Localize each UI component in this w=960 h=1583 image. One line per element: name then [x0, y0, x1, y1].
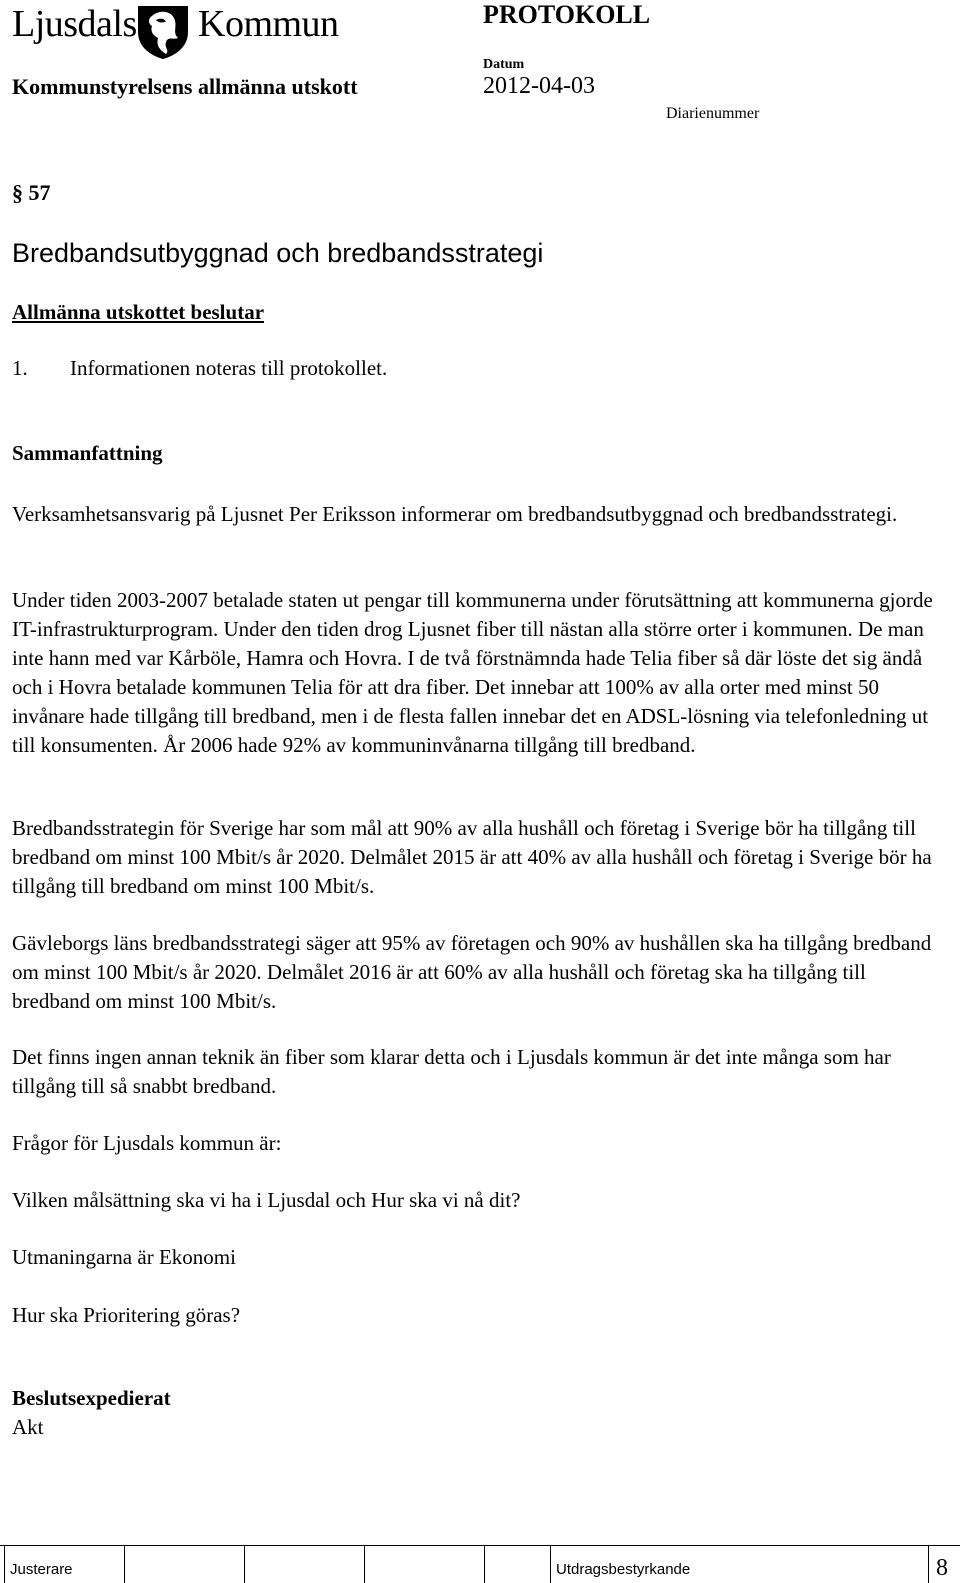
page-number: 8 [936, 1555, 948, 1581]
summary-paragraph-2: Under tiden 2003-2007 betalade staten ut pengar till kommunerna under förutsättning att kommunerna gjorde IT-infrastrukturprogram. Under den tiden drog Ljusnet fiber till nästan alla större orter i kommunen. De man inte hann med var Kårböle, Hamra och Hovra. I de två förstnämnda hade Telia fiber så där löste det sig ändå och i Hovra betalade kommunen Telia för att dra fiber. Det innebar att 100% av alla orter med minst 50 invånare hade tillgång till bredband, men i de flesta fallen innebar det en ADSL-lösning via telefonledning ut till konsumenten. År 2006 hade 92% av kommuninvånarna tillgång till bredband. [12, 588, 933, 757]
signature-footer [0, 1543, 960, 1583]
logo-text-kommun: Kommun [198, 3, 339, 45]
paragraph-num-value: 57 [28, 180, 51, 205]
diarienummer-label: Diarienummer [666, 105, 760, 122]
summary-paragraph-7: Vilken målsättning ska vi ha i Ljusdal och Hur ska vi nå dit? [12, 1188, 521, 1212]
decision-heading: Allmänna utskottet beslutar [12, 300, 265, 324]
expedition-recipient: Akt [12, 1415, 44, 1439]
summary-paragraph-6: Frågor för Ljusdals kommun är: [12, 1131, 282, 1155]
datum-label: Datum [483, 57, 525, 72]
document-type: PROTOKOLL [483, 0, 651, 29]
summary-paragraph-5: Det finns ingen annan teknik än fiber som klarar detta och i Ljusdals kommun är det inte många som har tillgång till så snabbt bredband. [12, 1045, 891, 1098]
section-symbol: § [12, 180, 23, 205]
logo-text-ljusdals: Ljusdals [12, 3, 137, 45]
justerare-label: Justerare [10, 1561, 73, 1578]
summary-paragraph-4: Gävleborgs läns bredbandsstrategi säger att 95% av företagen och 90% av hushållen ska ha tillgång bredband om minst 100 Mbit/s år 2020. Delmålet 2016 är att 60% av alla hushåll och företag ska ha tillgång till bredband om minst 100 Mbit/s. [12, 931, 932, 1013]
paragraph-number [12, 180, 51, 206]
expedition-heading: Beslutsexpedierat [12, 1386, 171, 1410]
utdragsbestyrkande-label: Utdragsbestyrkande [556, 1561, 691, 1578]
municipal-crest-icon [134, 2, 192, 60]
summary-paragraph-3: Bredbandsstrategin för Sverige har som mål att 90% av alla hushåll och företag i Sverige bör ha tillgång till bredband om minst 100 Mbit/s år 2020. Delmålet 2015 är att 40% av alla hushåll och företag i Sverige bör ha tillgång till bredband om minst 100 Mbit/s. [12, 816, 932, 898]
footer-divider [0, 1545, 960, 1546]
meeting-date: 2012-04-03 [483, 73, 595, 99]
summary-heading: Sammanfattning [12, 441, 163, 465]
summary-paragraph-9: Hur ska Prioritering göras? [12, 1303, 241, 1327]
summary-paragraph-8: Utmaningarna är Ekonomi [12, 1245, 236, 1269]
committee-name: Kommunstyrelsens allmänna utskott [12, 74, 358, 99]
page-title: Bredbandsutbyggnad och bredbandsstrategi [12, 238, 544, 268]
decision-item-text: Informationen noteras till protokollet. [70, 356, 388, 380]
summary-paragraph-1: Verksamhetsansvarig på Ljusnet Per Eriksson informerar om bredbandsutbyggnad och bredbandsstrategi. [12, 502, 898, 526]
decision-item-num: 1. [12, 356, 28, 380]
